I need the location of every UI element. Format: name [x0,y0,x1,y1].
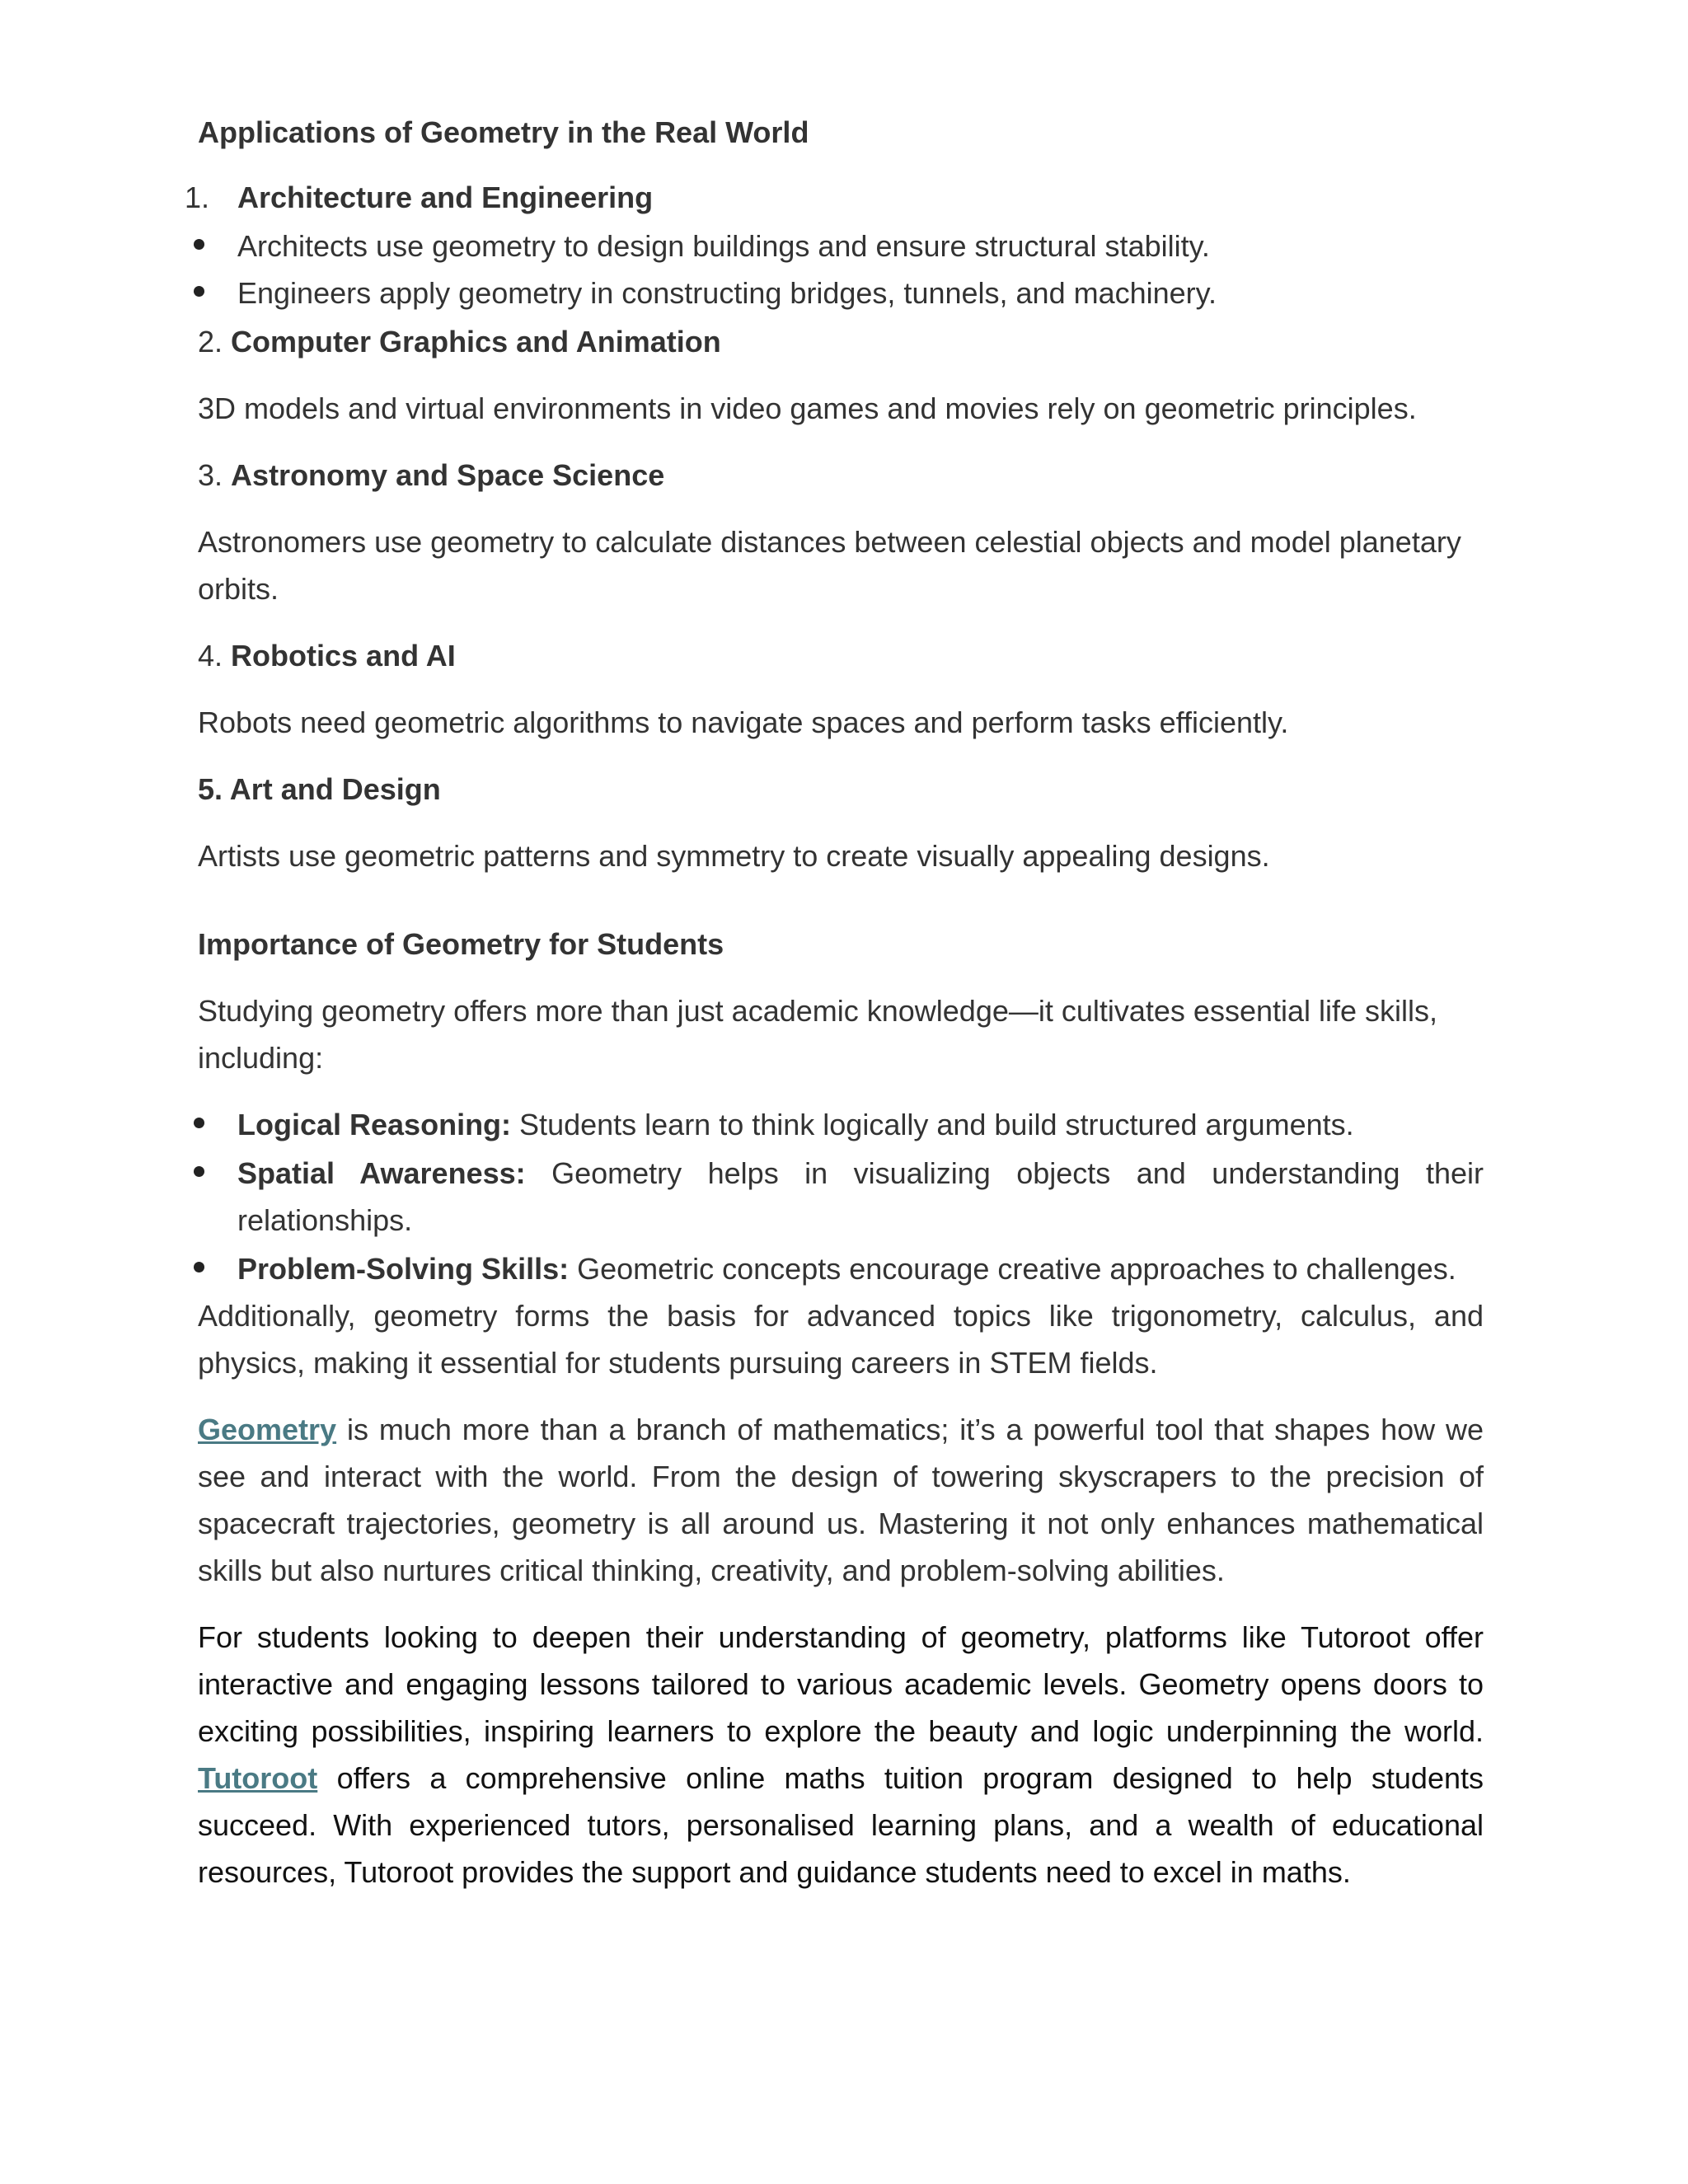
bullet-text: Geometry helps in visualizing objects and understanding their relationships. [237,1156,1484,1237]
item-title: Architecture and Engineering [237,180,654,214]
bullet-text: Engineers apply geometry in constructing bridges, tunnels, and machinery. [237,276,1217,310]
list-item [198,223,1484,269]
item-title: Computer Graphics and Animation [231,325,721,359]
skills-bullets [198,1101,1484,1292]
section-title-importance: Importance of Geometry for Students [198,927,724,961]
tutoroot-link[interactable]: Tutoroot [198,1761,318,1795]
bullet-label: Spatial Awareness: [237,1156,526,1190]
list-item-robotics [198,632,1484,679]
bullet-icon [194,239,204,250]
list-item-astronomy [198,452,1484,499]
section-title-applications: Applications of Geometry in the Real World [198,115,809,149]
conclusion-text: is much more than a branch of mathematics; it’s a powerful tool that shapes how we see and interact with the world. From the design of towering skyscrapers to the precision of spacecraft trajectories, geometry is all around us. Mastering it not only enhances mathematical skills but also nurtures critical thinking, creativity, and problem-solving abilities. [198,1413,1484,1587]
item-description: Robots need geometric algorithms to navigate spaces and perform tasks efficiently. [198,705,1289,739]
importance-intro: Studying geometry offers more than just academic knowledge—it cultivates essential life skills, including: [198,994,1438,1075]
closing-text-1: For students looking to deepen their understanding of geometry, platforms like Tutoroot offer interactive and engaging lessons tailored to various academic levels. Geometry opens doors to exciting possibilities, inspiring learners to explore the beauty and logic underpinning the world. [198,1620,1484,1748]
list-number: 2. [198,325,223,359]
bullet-icon [194,1118,204,1128]
document-page [185,109,1484,1915]
list-item-art-design: 5. Art and Design [198,772,441,806]
closing-text-2: offers a comprehensive online maths tuition program designed to help students succeed. With experienced tutors, personalised learning plans, and a wealth of educational resources, Tutoroot provides the support and guidance students need to excel in maths. [198,1761,1484,1889]
list-item [198,1245,1484,1292]
item-description: Astronomers use geometry to calculate distances between celestial objects and model planetary orbits. [198,525,1461,606]
list-item [198,269,1484,316]
list-number: 3. [198,458,223,492]
list-item-architecture [185,174,1484,221]
list-item-computer-graphics [198,318,1484,365]
list-number: 1. [185,180,210,214]
item-description: Artists use geometric patterns and symmetry to create visually appealing designs. [198,839,1270,873]
architecture-bullets [198,223,1484,316]
importance-additional: Additionally, geometry forms the basis for advanced topics like trigonometry, calculus, and physics, making it essential for students pursuing careers in STEM fields. [198,1299,1484,1380]
item-title: Astronomy and Space Science [231,458,665,492]
bullet-text: Students learn to think logically and build structured arguments. [511,1108,1354,1141]
bullet-icon [194,286,204,297]
list-item [198,1101,1484,1148]
bullet-icon [194,1262,204,1272]
item-description: 3D models and virtual environments in video games and movies rely on geometric principles. [198,391,1417,425]
list-number: 4. [198,639,223,673]
conclusion-paragraph [198,1406,1484,1594]
bullet-text: Geometric concepts encourage creative approaches to challenges. [569,1252,1456,1286]
closing-paragraph [198,1614,1484,1896]
bullet-text: Architects use geometry to design buildings and ensure structural stability. [237,229,1210,263]
list-item [198,1150,1484,1244]
bullet-label: Logical Reasoning: [237,1108,512,1141]
geometry-link[interactable]: Geometry [198,1413,337,1446]
spacer [198,899,1484,921]
bullet-icon [194,1166,204,1177]
item-title: Robotics and AI [231,639,456,673]
bullet-label: Problem-Solving Skills: [237,1252,570,1286]
